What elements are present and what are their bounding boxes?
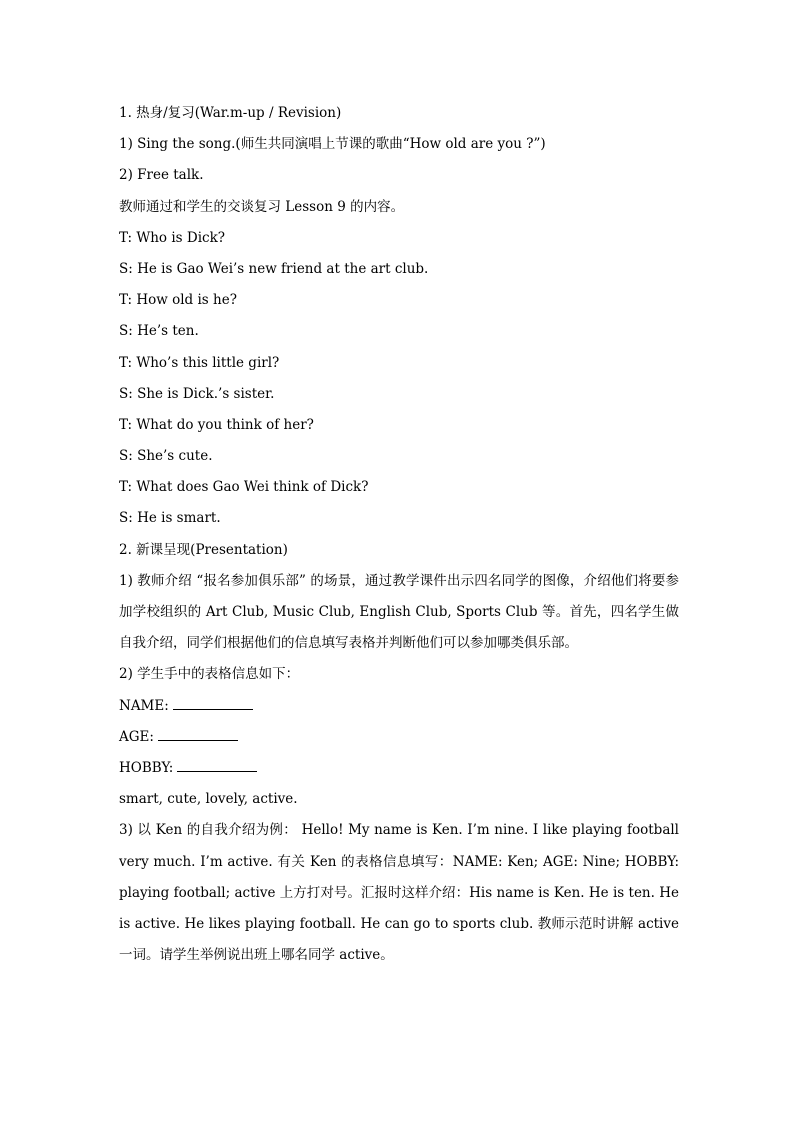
dialogue-line: S: She is Dick.’s sister. bbox=[119, 385, 275, 402]
form-hobby-row bbox=[119, 753, 679, 784]
form-age-row bbox=[119, 722, 679, 753]
section-1-heading: 1. 热身/复习(War.m-up / Revision) bbox=[119, 105, 342, 121]
warmup-intro: 教师通过和学生的交谈复习 Lesson 9 的内容。 bbox=[119, 198, 405, 215]
adjective-options: smart, cute, lovely, active. bbox=[119, 791, 298, 808]
warmup-item-1: 1) Sing the song.(师生共同演唱上节课的歌曲“How old are you ?”) bbox=[119, 136, 546, 153]
dialogue-line: T: How old is he? bbox=[119, 292, 237, 309]
warmup-item-2: 2) Free talk. bbox=[119, 167, 204, 184]
dialogue-line: T: Who’s this little girl? bbox=[119, 354, 280, 371]
section-2-heading: 2. 新课呈现(Presentation) bbox=[119, 541, 288, 558]
presentation-paragraph-1: 1) 教师介绍 “报名参加俱乐部” 的场景，通过教学课件出示四名同学的图像，介绍他们将要参加学校组织的 Art Club, Music Club, English Club, Sports Club 等。首先，四名学生做自我介绍，同学们根据他们的信息填写表格并判断他们可以参加哪类俱乐部。 bbox=[119, 572, 679, 652]
dialogue-line: S: She’s cute. bbox=[119, 448, 213, 465]
form-name-blank bbox=[173, 695, 253, 710]
presentation-paragraph-3: 3) 以 Ken 的自我介绍为例： Hello! My name is Ken. I’m nine. I like playing football very much. I’m active. 有关 Ken 的表格信息填写：NAME: Ken; AGE: Nine; HOBBY: playing football; active 上方打对号。汇报时这样介绍：His name is Ken. He is ten. He is active. He likes playing football. He can go to sports club. 教师示范时讲解 active 一词。请学生举例说出班上哪名同学 active。 bbox=[119, 822, 679, 964]
dialogue bbox=[119, 223, 679, 535]
dialogue-line: T: What does Gao Wei think of Dick? bbox=[119, 479, 369, 496]
presentation-item-2: 2) 学生手中的表格信息如下： bbox=[119, 666, 300, 683]
form-hobby-label: HOBBY: bbox=[119, 759, 174, 776]
form-name-row bbox=[119, 691, 679, 722]
form-hobby-blank bbox=[177, 757, 257, 772]
form-age-label: AGE: bbox=[119, 728, 154, 745]
dialogue-line: S: He is smart. bbox=[119, 510, 221, 527]
dialogue-line: S: He’s ten. bbox=[119, 323, 199, 340]
dialogue-line: T: Who is Dick? bbox=[119, 229, 226, 246]
document-body bbox=[119, 98, 679, 971]
form-age-blank bbox=[158, 726, 238, 741]
form-name-label: NAME: bbox=[119, 697, 169, 714]
dialogue-line: T: What do you think of her? bbox=[119, 416, 314, 433]
dialogue-line: S: He is Gao Wei’s new friend at the art club. bbox=[119, 260, 429, 277]
